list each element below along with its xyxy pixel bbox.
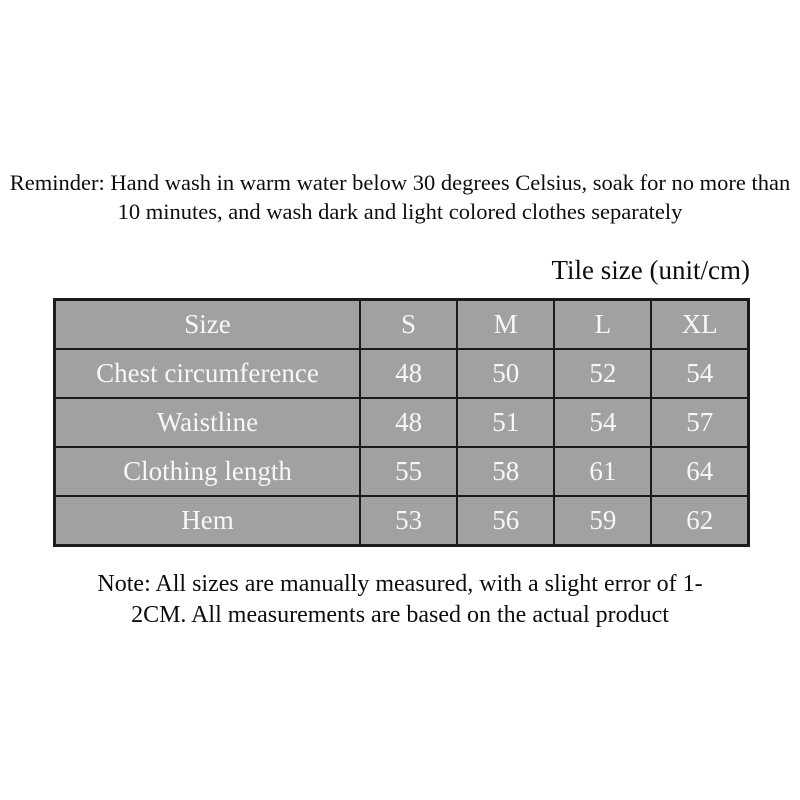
header-cell-size: Size	[55, 299, 361, 349]
measurement-cell: 57	[651, 398, 748, 447]
row-label: Waistline	[55, 398, 361, 447]
size-table-head	[55, 299, 749, 349]
table-row	[55, 349, 749, 398]
size-table-body	[55, 349, 749, 546]
measurement-cell: 56	[457, 496, 554, 546]
measurement-cell: 52	[554, 349, 651, 398]
measurement-cell: 64	[651, 447, 748, 496]
measurement-cell: 58	[457, 447, 554, 496]
measurement-cell: 50	[457, 349, 554, 398]
header-cell-l: L	[554, 299, 651, 349]
measurement-cell: 53	[360, 496, 457, 546]
table-row	[55, 398, 749, 447]
measurement-cell: 55	[360, 447, 457, 496]
measurement-cell: 61	[554, 447, 651, 496]
measurement-cell: 62	[651, 496, 748, 546]
header-row	[55, 299, 749, 349]
row-label: Chest circumference	[55, 349, 361, 398]
table-title: Tile size (unit/cm)	[551, 254, 750, 285]
measurement-cell: 54	[651, 349, 748, 398]
row-label: Hem	[55, 496, 361, 546]
size-table	[53, 298, 750, 547]
table-section	[53, 255, 750, 547]
measurement-cell: 51	[457, 398, 554, 447]
table-row	[55, 496, 749, 546]
care-reminder-text: Reminder: Hand wash in warm water below 30 degrees Celsius, soak for no more than 10 minutes, and wash dark and light colored clothes separately	[9, 170, 791, 225]
measurement-cell: 59	[554, 496, 651, 546]
header-cell-s: S	[360, 299, 457, 349]
table-row	[55, 447, 749, 496]
row-label: Clothing length	[55, 447, 361, 496]
measurement-cell: 48	[360, 349, 457, 398]
measurement-cell: 54	[554, 398, 651, 447]
measurement-note-text: Note: All sizes are manually measured, with a slight error of 1-2CM. All measurements are based on the actual product	[97, 570, 703, 628]
header-cell-xl: XL	[651, 299, 748, 349]
measurement-cell: 48	[360, 398, 457, 447]
header-cell-m: M	[457, 299, 554, 349]
